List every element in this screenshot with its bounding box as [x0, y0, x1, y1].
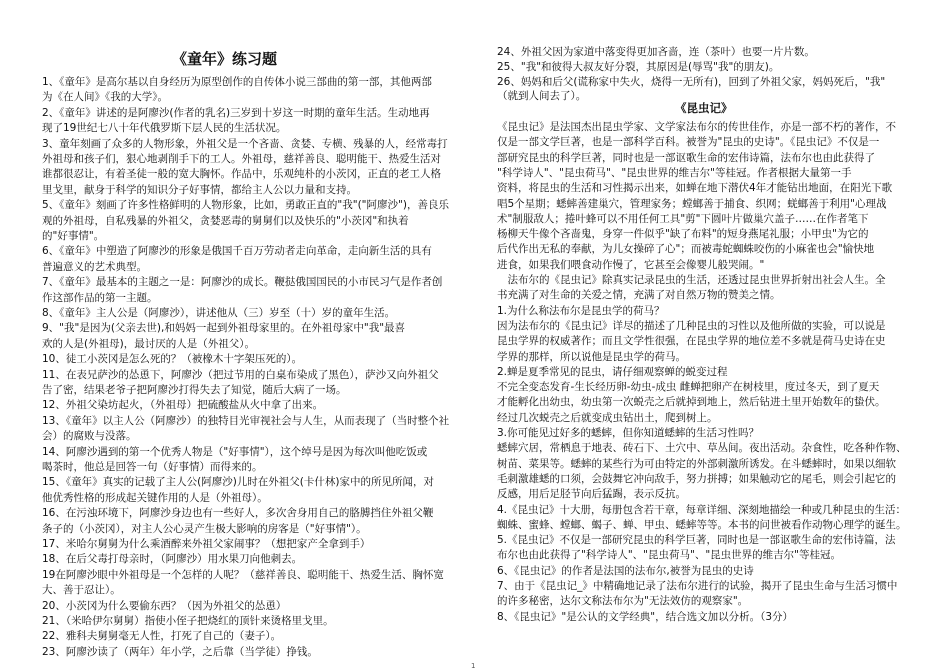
text-line: 树苗、菜果等。蟋蟀的某些行为可由特定的外部刺激所诱发。在斗蟋蟀时，如果以细软 — [497, 457, 896, 470]
text-line: 6、《童年》中塑造了阿廖沙的形象是俄国千百万劳动者走向革命，走向新生活的具有 — [42, 245, 432, 258]
text-line: 2.蝉是夏季常见的昆虫，请仔细观察蝉的蜕变过程 — [497, 365, 728, 378]
text-line: 3.你可能见过好多的蟋蟀，但你知道蟋蟀的生活习性吗？ — [497, 427, 760, 439]
text-line: 18、在后父毒打母亲时，（阿廖沙）用水果刀向他刺去。 — [42, 553, 303, 566]
text-line: 后代作出无私的奉献，为儿女操碎了心"；而被毒蛇蜘蛛咬伤的小麻雀也会"愉快地 — [497, 243, 875, 256]
text-line: 19在阿廖沙眼中外祖母是一个怎样的人呢？（慈祥善良、聪明能干、热爱生活、胸怀宽 — [42, 568, 444, 581]
text-line: 17、米哈尔舅舅为什么乘酒醉来外祖父家闹事？（想把家产全拿到手） — [42, 538, 371, 550]
text-line: 的许多秘密，达尔文称法布尔为"无法效仿的观察家"。 — [497, 595, 749, 608]
text-line: 杨柳天牛像个吝啬鬼，身穿一件似乎"缺了布料"的短身燕尾礼服；小甲虫"为它的 — [497, 228, 869, 241]
text-line: 毛刺激雄蟋的口须，会鼓舞它冲向敌手，努力拼搏；如果触动它的尾毛，则会引起它的 — [497, 472, 896, 485]
page-title: 《童年》练习题 — [172, 50, 278, 68]
text-line: 进食，如果我们喂食动作慢了，它甚至会像婴儿般哭闹。" — [497, 258, 765, 271]
text-line: 外祖母和孩子们，狠心地剥削手下的工人。外祖母，慈祥善良、聪明能干、热爱生活对 — [42, 153, 441, 165]
text-line: 21、（米哈伊尔舅舅）指使小侄子把烧红的顶针来烫格里戈里。 — [42, 615, 334, 627]
text-line: 4.《昆虫记》十大册，每册包含若干章，每章详细、深刻地描绘一种或几种昆虫的生活： — [497, 503, 907, 516]
text-line: 蟋蟀穴居，常栖息于地表、砖石下、土穴中、草丛间。夜出活动。杂食性，吃各种作物、 — [497, 442, 907, 455]
section-subtitle: 《昆虫记》 — [675, 101, 733, 115]
text-line: 为《在人间》《我的大学》。 — [42, 91, 168, 104]
text-line: 10、徒工小茨冈是怎么死的？（被橡木十字架压死的）。 — [42, 353, 303, 366]
text-line: 14、阿廖沙遇到的第一个优秀人物是（"好事情"），这个绰号是因为每次叫他吃饭或 — [42, 445, 428, 458]
text-line: 5.《昆虫记》不仅是一部研究昆虫的科学巨著，同时也是一部讴歌生命的宏伟诗篇，法 — [497, 534, 896, 547]
text-line: 术"制服敌人；捲叶蜂可以不用任何工具"剪"下圆叶片做巢穴盖子……在作者笔下 — [497, 212, 869, 225]
text-line: 11、在表兄萨沙的怂恿下，阿廖沙（把过节用的白桌布染成了黑色），萨沙又向外祖父 — [42, 368, 439, 381]
text-line: 欢的人是(外祖母)，最讨厌的人是（外祖父）。 — [42, 337, 255, 350]
text-line: 13、《童年》以主人公（阿廖沙）的独特目光审视社会与人生，从而表现了（当时整个社 — [42, 414, 450, 427]
text-line: 作这部作品的第一主题。 — [42, 291, 158, 304]
text-line: 16、在污浊环境下，阿廖沙身边也有一些好人，多次舍身用自己的胳膊挡住外祖父鞭 — [42, 507, 434, 520]
text-line: 观的外祖母，自私残暴的外祖父，贪婪恶毒的舅舅们以及快乐的"小茨冈"和执着 — [42, 214, 409, 227]
text-line: 喝茶时，他总是回答一句（好事情）而得来的。 — [42, 461, 263, 473]
text-line: （就到人间去了）。 — [497, 90, 587, 103]
text-line: 1、《童年》是高尔基以自身经历为原型创作的自传体小说三部曲的第一部，其他两部 — [42, 76, 432, 88]
text-line: 26、妈妈和后父(谎称家中失火，烧得一无所有)，回到了外祖父家，妈妈死后，"我" — [497, 75, 886, 88]
text-line: 会）的腐败与没落。 — [42, 430, 137, 443]
text-line: 书充满了对生命的关爱之情，充满了对自然万物的赞美之情。 — [497, 289, 781, 302]
text-line: 现了19世纪七八十年代俄罗斯下层人民的生活状况。 — [42, 122, 287, 135]
text-line: 9、"我"是因为(父亲去世),和妈妈一起到外祖母家里的。在外祖母家中"我"最喜 — [42, 322, 406, 335]
text-line: "科学诗人"、"昆虫荷马"、"昆虫世界的维吉尔"等桂冠。作者根据大量第一手 — [497, 166, 852, 179]
text-line: 普遍意义的艺术典型。 — [42, 260, 147, 273]
text-line: 5、《童年》刻画了许多性格鲜明的人物形象，比如，勇敢正直的"我"("阿廖沙")，善良乐 — [42, 199, 449, 212]
text-line: 3、童年刻画了众多的人物形象，外祖父是一个吝啬、贪婪、专横、残暴的人，经常毒打 — [42, 137, 448, 150]
text-line: 7、由于《昆虫记_》中精确地记录了法布尔进行的试验，揭开了昆虫生命与生活习惯中 — [497, 580, 898, 592]
text-line: 23、阿廖沙读了（两年）年小学，之后靠（当学徒）挣钱。 — [42, 645, 318, 658]
text-line: 反感，用后足胫节向后猛踢，表示反抗。 — [497, 488, 686, 501]
text-line: 20、小茨冈为什么要偷东西？（因为外祖父的怂恿） — [42, 599, 287, 612]
text-line: 里戈里，献身于科学的知识分子好事情，都给主人公以力量和支持。 — [42, 183, 357, 196]
text-line: 昆虫学界的权威著作；而且文学性很强，在昆虫学界的地位差不多就是荷马史诗在史 — [497, 335, 886, 348]
text-line: 条子的（小茨冈），对主人公心灵产生极大影响的房客是（"好事情"）。 — [42, 522, 367, 535]
text-line: 25、"我"和彼得大叔友好分裂，其原因是(辱骂"我"的朋友)。 — [497, 60, 780, 73]
text-line: 资料，将昆虫的生活和习性揭示出来，如蝉在地下潜伏4年才能钻出地面，在阳光下歌 — [497, 182, 893, 195]
text-line: 6、《昆虫记》的作者是法国的法布尔,被誉为昆虫的史诗 — [497, 564, 754, 577]
text-line: 学界的那样，所以说他是昆虫学的荷马。 — [497, 350, 686, 363]
text-line: 1.为什么称法布尔是昆虫学的荷马？ — [497, 304, 665, 317]
text-line: 22、雅科夫舅舅毫无人性，打死了自己的（妻子）。 — [42, 630, 282, 643]
text-line: 12、外祖父染坊起火，（外祖母）把硫酸盐从火中拿了出来。 — [42, 399, 324, 412]
text-line: 大、善于忍让）。 — [42, 584, 121, 597]
text-line: 8、《昆虫记》"是公认的文学经典"，结合选文加以分析。（3分） — [497, 610, 794, 623]
text-line: 蜘蛛、蜜蜂、螳螂、蝎子、蝉、甲虫、蟋蟀等等。本书的问世被看作动物心理学的诞生。 — [497, 518, 907, 531]
text-line: 唱5个星期；蟋蟀善建巢穴，管理家务；螳螂善于捕食、织网；蜣螂善于利用"心理战 — [497, 197, 887, 210]
text-line: 不完全变态发育-生长经历卵-幼虫-成虫 雌蝉把卵产在树枝里，度过冬天，到了夏天 — [497, 381, 880, 394]
text-line: 7、《童年》最基本的主题之一是：阿廖沙的成长。鞭挞俄国国民的小市民习气是作者创 — [42, 276, 443, 289]
text-line: 8、《童年》主人公是（阿廖沙），讲述他从（三）岁至（十）岁的童年生活。 — [42, 307, 396, 319]
text-line: 15、《童年》真实的记载了主人公(阿廖沙)儿时在外祖父(卡什林)家中的所见所闻，对 — [42, 476, 434, 489]
text-line: 经过几次蜕壳之后就变成虫钻出土，爬到树上。 — [497, 411, 718, 424]
text-line: 布尔也由此获得了"科学诗人"、"昆虫荷马"、"昆虫世界的维吉尔"等桂冠。 — [497, 549, 841, 562]
text-line: 的"好事情"。 — [42, 230, 105, 242]
text-line: 部研究昆虫的科学巨著，同时也是一部讴歌生命的宏伟诗篇，法布尔也由此获得了 — [497, 151, 875, 164]
text-line: 告了密，结果老爷子把阿廖沙打得失去了知觉，随后大病了一场。 — [42, 384, 347, 396]
text-line: 谁都很忍让，有着圣徒一般的宽大胸怀。作品中，乐观纯朴的小茨冈，正直的老工人格 — [42, 168, 441, 181]
text-line: 因为法布尔的《昆虫记》详尽的描述了几种昆虫的习性以及他所做的实验，可以说是 — [497, 319, 886, 332]
text-line: 2、《童年》讲述的是阿廖沙(作者的乳名)三岁到十岁这一时期的童年生活。生动地再 — [42, 106, 430, 119]
text-line: 《昆虫记》是法国杰出昆虫学家、文学家法布尔的传世佳作，亦是一部不朽的著作，不 — [497, 121, 896, 133]
text-line: 才能孵化出幼虫，幼虫第一次蜕壳之后就掉到地上，然后钻进土里开始数年的蛰伏。 — [497, 396, 886, 409]
text-line: 他优秀性格的形成起关键作用的人是（外祖母）。 — [42, 491, 268, 504]
text-line: 仅是一部文学巨著，也是一部科学百科。被誉为"昆虫的史诗"。《昆虫记》不仅是一 — [497, 136, 880, 149]
text-line: 24、外祖父因为家道中落变得更加吝啬，连（茶叶）也要一片片数。 — [497, 46, 815, 58]
page-number: 1 — [471, 662, 476, 670]
text-line: 法布尔的《昆虫记》除真实记录昆虫的生活，还透过昆虫世界折射出社会人生。全 — [497, 274, 886, 286]
